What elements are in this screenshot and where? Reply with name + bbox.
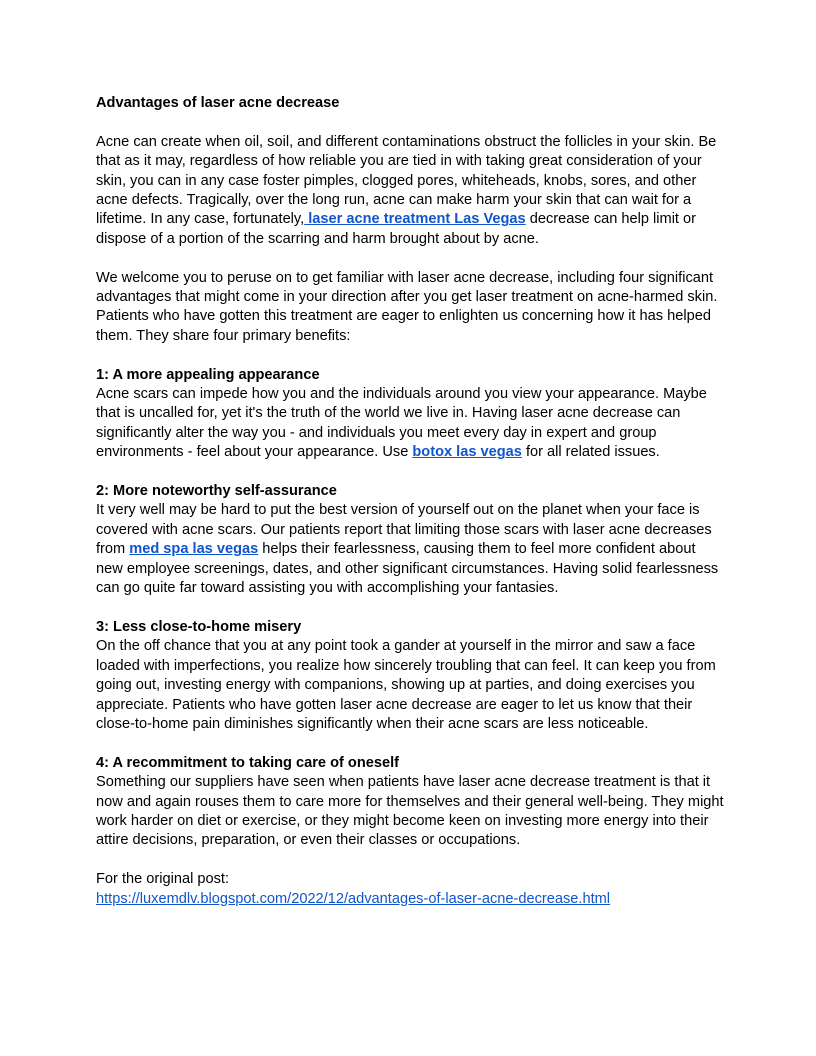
document-title: Advantages of laser acne decrease <box>96 95 340 111</box>
footer-label: For the original post: <box>96 871 230 888</box>
document-page <box>96 94 724 909</box>
spacer <box>96 463 724 482</box>
section2-heading: 2: More noteworthy self-assurance <box>96 483 337 500</box>
med-spa-las-vegas-link[interactable]: med spa las vegas <box>129 541 259 558</box>
spacer <box>96 734 724 753</box>
section2-text-1: It very well may be hard to put the best version of yourself out on the planet when your face is covered with acne scars. Our patients report that limiting those scars with laser acne decreases from <box>96 502 712 558</box>
section3-paragraph: On the off chance that you at any point took a gander at yourself in the mirror and saw a face loaded with imperfections, you realize how sincerely troubling that can feel. It can keep you from going out, investing energy with companions, showing up at parties, and doing exercises you appreciate. Patients who have gotten laser acne decrease are eager to let us know that their close-to-home pain diminishes significantly when their acne scars are less noticeable. <box>96 638 716 732</box>
welcome-paragraph: We welcome you to peruse on to get familiar with laser acne decrease, including four significant advantages that might come in your direction after you get laser treatment on acne-harmed skin. Patients who have gotten this treatment are eager to enlighten us concerning how it has helped them. They share four primary benefits: <box>96 269 718 344</box>
section1-text-1: Acne scars can impede how you and the individuals around you view your appearance. Maybe that is uncalled for, yet it's the truth of the world we live in. Having laser acne decrease can significantly alter the way you - and individuals you meet every day in expert and group environments - feel about your appearance. Use <box>96 386 707 461</box>
laser-acne-treatment-link[interactable]: laser acne treatment Las Vegas <box>304 211 526 228</box>
intro-text-2: decrease can help limit or dispose of a portion of the scarring and harm brought about by acne. <box>96 211 697 247</box>
section1-text-2: for all related issues. <box>521 444 660 461</box>
spacer <box>96 851 724 870</box>
section4-paragraph: Something our suppliers have seen when patients have laser acne decrease treatment is that it now and again rouses them to care more for themselves and their general well-being. They might work harder on diet or exercise, or they might become keen on investing more energy into their attire decisions, preparation, or even their classes or occupations. <box>96 774 724 849</box>
intro-text-1: Acne can create when oil, soil, and different contaminations obstruct the follicles in your skin. Be that as it may, regardless of how reliable you are tied in with taking great consideration of your skin, you can in any case foster pimples, clogged pores, whiteheads, knobs, sores, and other acne defects. Tragically, over the long run, acne can make harm your skin that can wait for a lifetime. In any case, fortunately, <box>96 133 717 228</box>
spacer <box>96 113 724 132</box>
section2-paragraph <box>96 501 724 598</box>
footer-link-line <box>96 890 724 909</box>
botox-las-vegas-link[interactable]: botox las vegas <box>412 444 522 461</box>
section2-text-2: helps their fearlessness, causing them to feel more confident about new employee screenings, dates, and other significant circumstances. Having solid fearlessness can go quite far toward assisting you with accomplishing your fantasies. <box>96 541 719 597</box>
section3-heading: 3: Less close-to-home misery <box>96 618 302 635</box>
original-post-link[interactable]: https://luxemdlv.blogspot.com/2022/12/advantages-of-laser-acne-decrease.html <box>96 890 611 907</box>
section4-heading: 4: A recommitment to taking care of oneself <box>96 754 400 771</box>
intro-paragraph <box>96 133 724 249</box>
section1-heading: 1: A more appealing appearance <box>96 366 320 383</box>
spacer <box>96 249 724 268</box>
spacer <box>96 599 724 618</box>
section1-paragraph <box>96 385 724 463</box>
spacer <box>96 346 724 365</box>
